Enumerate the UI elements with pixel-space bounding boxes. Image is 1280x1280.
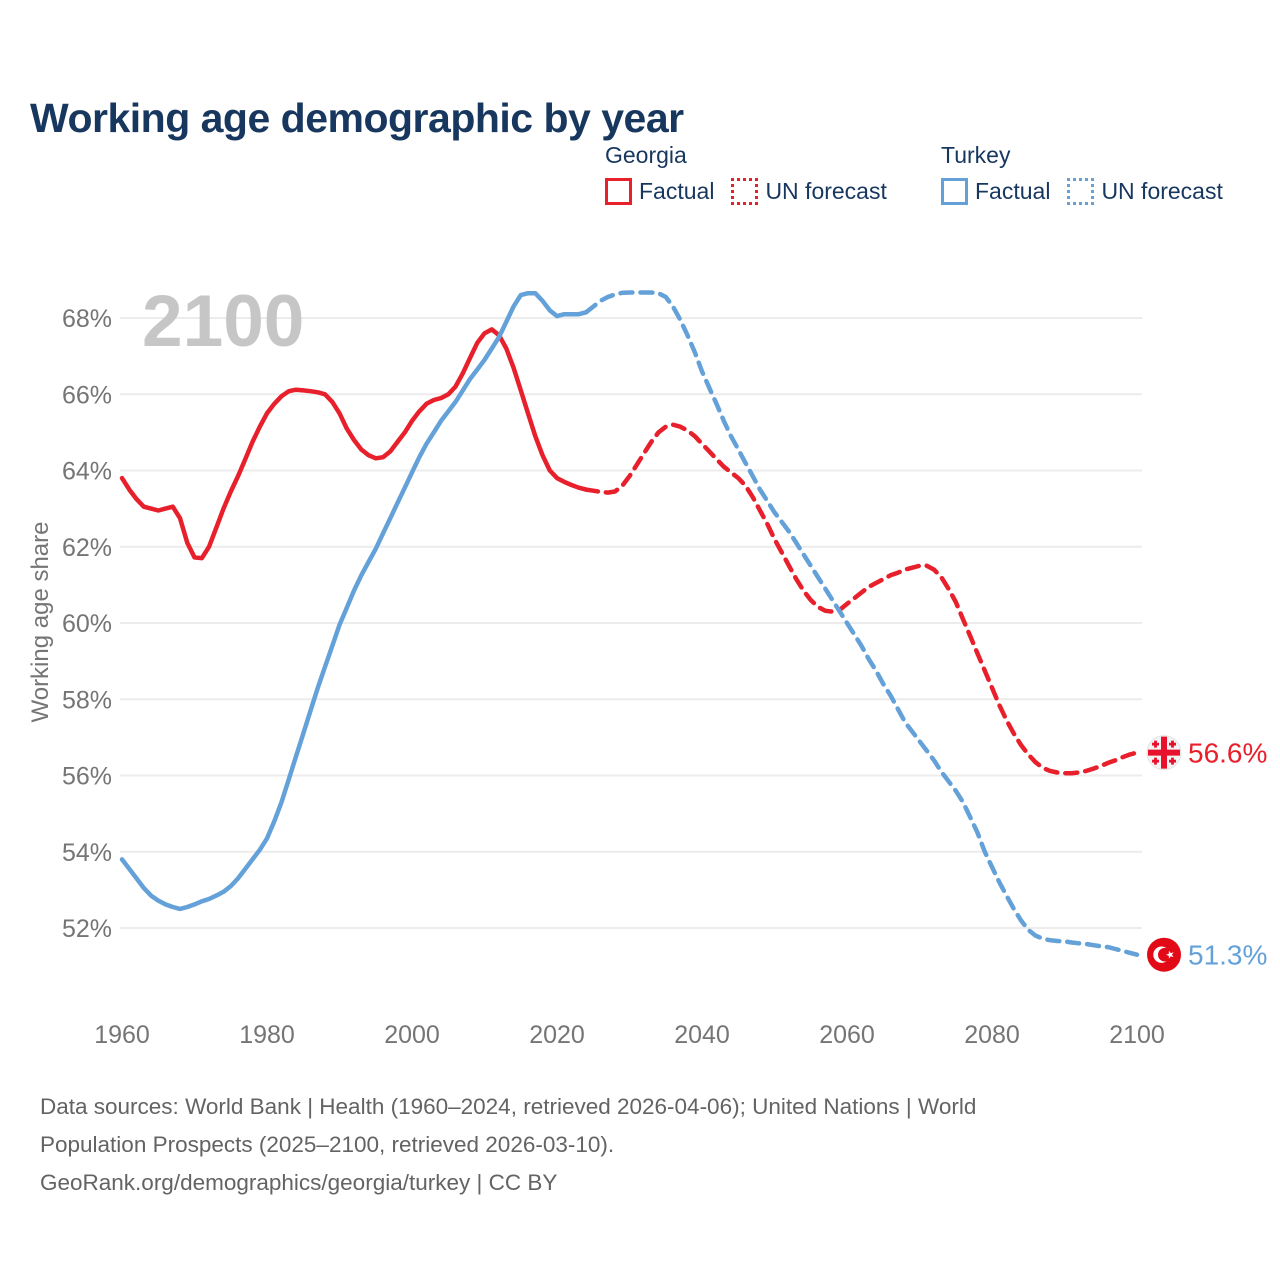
series-line-turkey-factual [122, 293, 586, 909]
y-tick-label: 62% [61, 533, 112, 562]
y-tick-label: 54% [61, 838, 112, 867]
x-tick-label: 2080 [964, 1021, 1020, 1049]
y-tick-label: 60% [61, 610, 112, 638]
y-tick-label: 56% [61, 762, 112, 791]
y-tick-label: 66% [61, 381, 112, 410]
legend-country-georgia: Georgia [605, 142, 687, 168]
watermark-year: 2100 [142, 281, 305, 362]
georgia-flag-icon [1147, 736, 1181, 770]
y-axis-label: Working age share [27, 521, 54, 723]
x-tick-label: 2020 [529, 1021, 585, 1049]
x-tick-label: 2060 [819, 1021, 875, 1049]
georgia-forecast-label: UN forecast [765, 178, 887, 204]
georgia-factual-label: Factual [639, 178, 715, 204]
turkey-flag-icon [1147, 938, 1181, 972]
x-tick-label: 1960 [94, 1021, 150, 1049]
x-tick-label: 1980 [239, 1021, 295, 1049]
x-tick-label: 2040 [674, 1021, 730, 1049]
footer-line-3: GeoRank.org/demographics/georgia/turkey | CC BY [40, 1170, 558, 1195]
georgia-mini-cross [1171, 758, 1174, 765]
footer-line-2: Population Prospects (2025–2100, retrieved 2026-03-10). [40, 1132, 615, 1157]
georgia-mini-cross [1154, 758, 1157, 765]
y-tick-label: 52% [61, 915, 112, 943]
y-tick-label: 68% [61, 305, 112, 333]
x-tick-label: 2000 [384, 1021, 440, 1049]
y-tick-label: 58% [61, 686, 112, 715]
y-tick-label: 64% [61, 457, 112, 486]
series-line-georgia-un-forecast [586, 425, 1137, 774]
georgia-mini-cross [1154, 741, 1157, 748]
series-line-georgia-factual [122, 329, 586, 558]
footer [40, 1088, 976, 1202]
turkey-end-value: 51.3% [1188, 939, 1268, 971]
georgia-end-value: 56.6% [1188, 737, 1268, 769]
georgia-mini-cross [1171, 741, 1174, 748]
legend-country-turkey: Turkey [941, 142, 1011, 168]
x-tick-label: 2100 [1109, 1021, 1165, 1049]
georgia-cross-v [1161, 737, 1167, 769]
footer-line-1: Data sources: World Bank | Health (1960–2024, retrieved 2026-04-06); United Nations | World [40, 1094, 977, 1119]
turkey-factual-label: Factual [975, 178, 1051, 204]
page-title: Working age demographic by year [30, 95, 684, 142]
turkey-forecast-label: UN forecast [1101, 178, 1223, 204]
